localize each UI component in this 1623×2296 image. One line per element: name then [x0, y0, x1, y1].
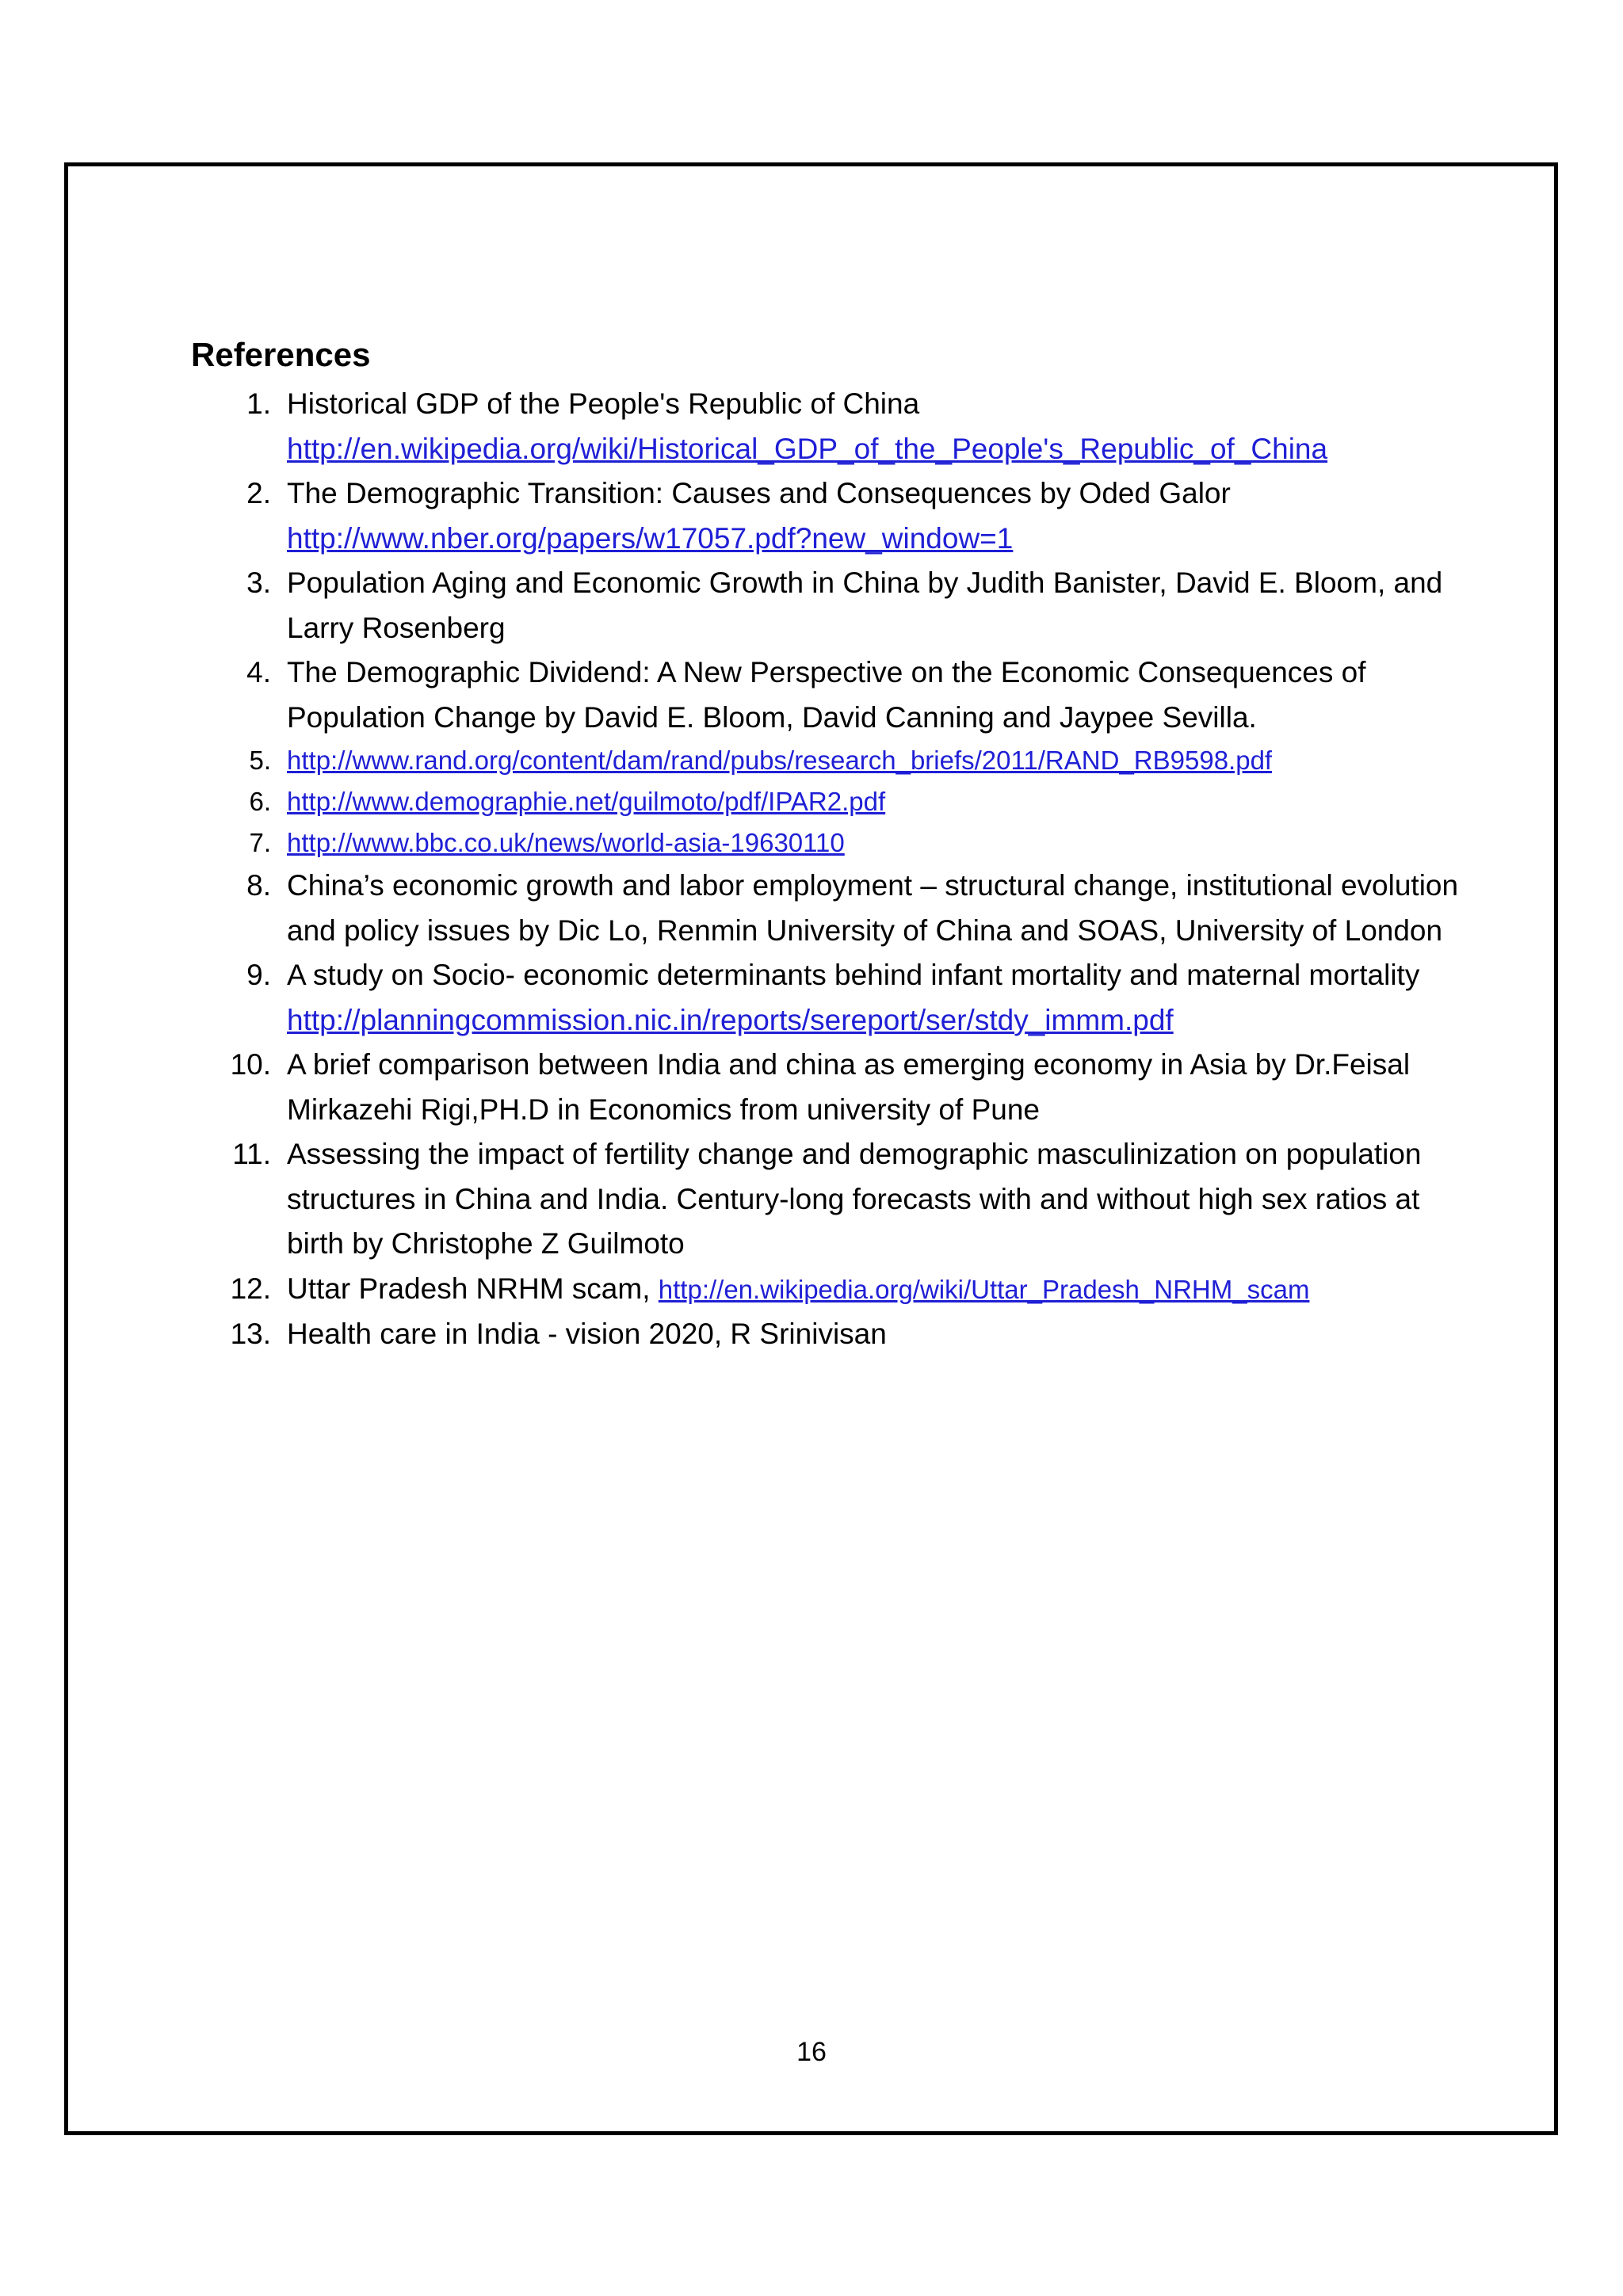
- reference-item-6: 6. http://www.demographie.net/guilmoto/pdf/IPAR2.pdf: [249, 787, 886, 816]
- reference-item-4: 4. The Demographic Dividend: A New Perspective on the Economic Consequences of Population Change by David E. Bloom, David Canning and Jaypee Sevilla.: [246, 656, 1366, 734]
- reference-item-9: 9. A study on Socio- economic determinants behind infant mortality and maternal mortality http://planningcommission.nic.in/reports/sereport/ser/stdy_immm.pdf: [246, 959, 1420, 1036]
- reference-link[interactable]: http://en.wikipedia.org/wiki/Historical_GDP_of_the_People's_Republic_of_China: [287, 432, 1328, 465]
- references-heading: References: [191, 336, 371, 373]
- reference-text: China’s economic growth and labor employment – structural change, institutional evolution and policy issues by Dic Lo, Renmin University of China and SOAS, University of London: [287, 869, 1459, 947]
- reference-item-12: 12. Uttar Pradesh NRHM scam, http://en.wikipedia.org/wiki/Uttar_Pradesh_NRHM_scam: [230, 1272, 1310, 1305]
- reference-item-5: 5. http://www.rand.org/content/dam/rand/pubs/research_briefs/2011/RAND_RB9598.pdf: [249, 746, 1273, 775]
- reference-text: A brief comparison between India and china as emerging economy in Asia by Dr.Feisal Mirkazehi Rigi,PH.D in Economics from university of Pune: [287, 1048, 1411, 1126]
- reference-text: A study on Socio- economic determinants behind infant mortality and maternal mortality: [287, 959, 1420, 991]
- reference-item-2: 2. The Demographic Transition: Causes and Consequences by Oded Galor http://www.nber.org/papers/w17057.pdf?new_window=1: [246, 477, 1231, 555]
- reference-text: Population Aging and Economic Growth in China by Judith Banister, David E. Bloom, and Larry Rosenberg: [287, 566, 1443, 644]
- reference-link[interactable]: http://www.demographie.net/guilmoto/pdf/IPAR2.pdf: [287, 787, 886, 816]
- reference-list: [230, 382, 1466, 1357]
- reference-text: Historical GDP of the People's Republic of China: [287, 387, 920, 420]
- reference-text: The Demographic Dividend: A New Perspective on the Economic Consequences of Population Change by David E. Bloom, David Canning and Jaypee Sevilla.: [287, 656, 1366, 734]
- reference-item-8: 8. China’s economic growth and labor employment – structural change, institutional evolution and policy issues by Dic Lo, Renmin University of China and SOAS, University of London: [246, 869, 1459, 947]
- reference-text: Assessing the impact of fertility change and demographic masculinization on population structures in China and India. Century-long forecasts with and without high sex ratios at birth by Christophe Z Guilmoto: [287, 1138, 1422, 1260]
- reference-link[interactable]: http://www.rand.org/content/dam/rand/pubs/research_briefs/2011/RAND_RB9598.pdf: [287, 746, 1273, 775]
- reference-link[interactable]: http://planningcommission.nic.in/reports/sereport/ser/stdy_immm.pdf: [287, 1003, 1174, 1036]
- reference-item-1: 1. Historical GDP of the People's Republic of China http://en.wikipedia.org/wiki/Historical_GDP_of_the_People's_Republic_of_China: [246, 387, 1328, 465]
- reference-link[interactable]: http://www.bbc.co.uk/news/world-asia-19630110: [287, 828, 845, 857]
- page-number: 16: [796, 2037, 827, 2067]
- reference-item-13: 13. Health care in India - vision 2020, R Srinivisan: [230, 1318, 887, 1350]
- reference-link[interactable]: http://www.nber.org/papers/w17057.pdf?new_window=1: [287, 521, 1014, 555]
- reference-text: Health care in India - vision 2020, R Srinivisan: [287, 1318, 887, 1350]
- reference-link[interactable]: http://en.wikipedia.org/wiki/Uttar_Pradesh_NRHM_scam: [658, 1274, 1310, 1304]
- reference-item-7: 7. http://www.bbc.co.uk/news/world-asia-19630110: [249, 828, 845, 857]
- reference-item-3: 3. Population Aging and Economic Growth in China by Judith Banister, David E. Bloom, and Larry Rosenberg: [246, 566, 1443, 644]
- reference-text: The Demographic Transition: Causes and Consequences by Oded Galor: [287, 477, 1231, 509]
- reference-text: Uttar Pradesh NRHM scam,: [287, 1272, 651, 1305]
- reference-item-11: 11. Assessing the impact of fertility change and demographic masculinization on population structures in China and India. Century-long forecasts with and without high sex ratios at birth by Christophe Z Guilmoto: [232, 1138, 1422, 1260]
- reference-item-10: 10. A brief comparison between India and china as emerging economy in Asia by Dr.Feisal Mirkazehi Rigi,PH.D in Economics from university of Pune: [230, 1048, 1411, 1126]
